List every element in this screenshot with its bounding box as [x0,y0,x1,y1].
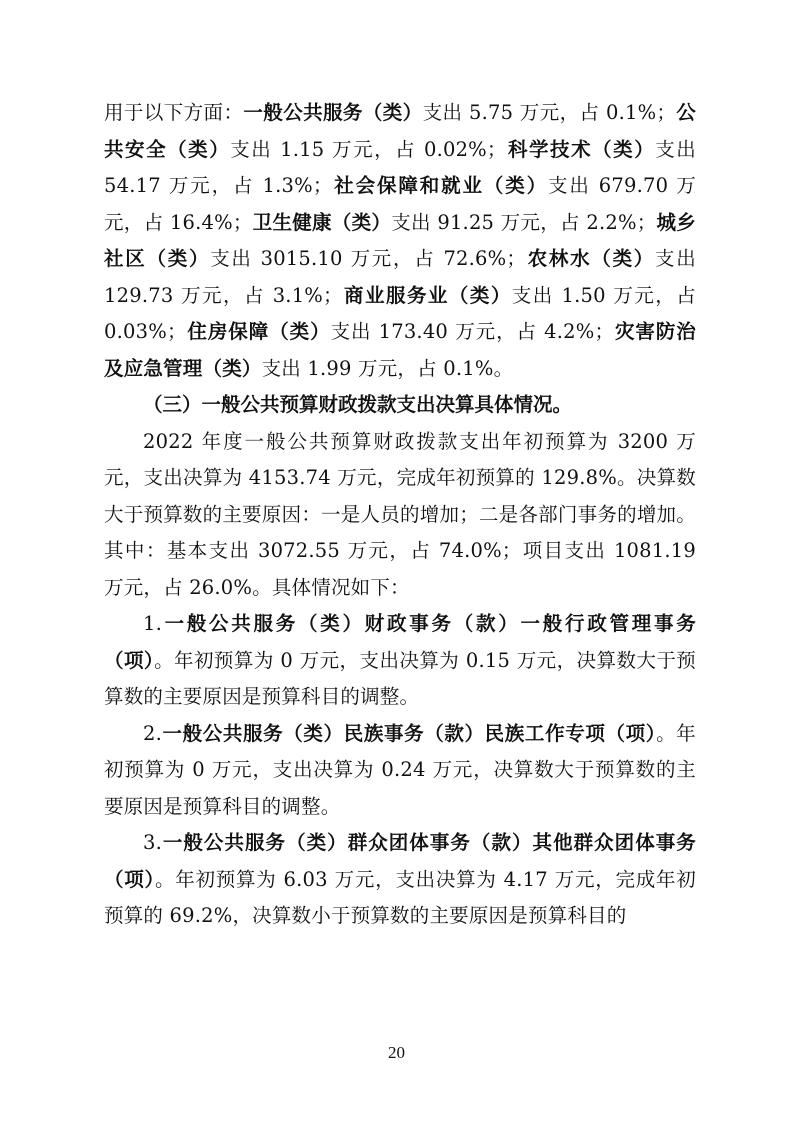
paragraph-expense-categories [104,95,696,387]
text-segment: 支出 5.75 万元，占 0.1%； [422,101,677,124]
category-label: 农林水（类） [526,247,656,270]
text-segment: 支出 91.25 万元，占 2.2%； [391,210,657,234]
text-segment: 支出 1.15 万元，占 0.02%； [230,137,507,161]
category-label: 商业服务业（类） [342,283,512,307]
section-heading: （三）一般公共预算财政拨款支出决算具体情况。 [143,393,573,416]
item-title: 一般公共服务（类）财政事务（款）一般行政管理事务（项） [104,612,696,672]
category-label: 公共安全（类） [104,101,697,161]
list-item-3 [104,825,696,935]
item-body: 。年初预算为 6.03 万元，支出决算为 4.17 万元，完成年初预算的 69.2%，决算数小于预算数的主要原因是预算科目的 [104,867,696,927]
item-title: 一般公共服务（类）民族事务（款）民族工作专项（项） [162,721,657,745]
text-segment: 支出 54.17 万元，占 1.3%； [104,137,696,197]
category-label: 社会保障和就业（类） [332,174,548,197]
text-segment: 支出 679.70 万元，占 16.4%； [104,174,696,234]
item-number: 1. [143,612,163,635]
list-item-2 [104,716,696,826]
category-label: 科学技术（类） [506,137,656,161]
text-segment: 支出 1.99 万元，占 0.1%。 [261,356,514,380]
paragraph-summary: 2022 年度一般公共预算财政拨款支出年初预算为 3200 万元，支出决算为 4153.74 万元，完成年初预算的 129.8%。决算数大于预算数的主要原因：一是人员的增加；二是各部门事务的增加。其中：基本支出 3072.55 万元，占 74.0%；项目支出 1081.19 万元，占 26.0%。具体情况如下： [104,429,696,599]
item-title: 一般公共服务（类）群众团体事务（款）其他群众团体事务（项） [104,831,696,891]
text-segment: 支出 3015.10 万元，占 72.6%； [210,247,527,270]
category-label: 灾害防治及应急管理（类） [104,320,696,380]
page-number: 20 [388,1043,405,1062]
text-segment: 用于以下方面： [104,101,244,124]
item-number: 2. [143,721,163,745]
text-segment: 支出 129.73 万元，占 3.1%； [104,247,696,307]
item-body: 。年初预算为 0 万元，支出决算为 0.15 万元，决算数大于预算数的主要原因是预算科目的调整。 [104,648,696,708]
category-label: 住房保障（类） [186,320,331,343]
list-item-1 [104,606,696,716]
item-number: 3. [143,831,163,854]
category-label: 卫生健康（类） [252,210,392,234]
item-body: 。年初预算为 0 万元，支出决算为 0.24 万元，决算数大于预算数的主要原因是预算科目的调整。 [104,721,696,818]
text-segment: 支出 1.50 万元，占 0.03%； [104,283,696,343]
text-segment: 支出 173.40 万元，占 4.2%； [330,320,615,343]
category-label: 城乡社区（类） [104,210,697,270]
category-label: 一般公共服务（类） [243,101,423,124]
document-body [104,95,696,935]
